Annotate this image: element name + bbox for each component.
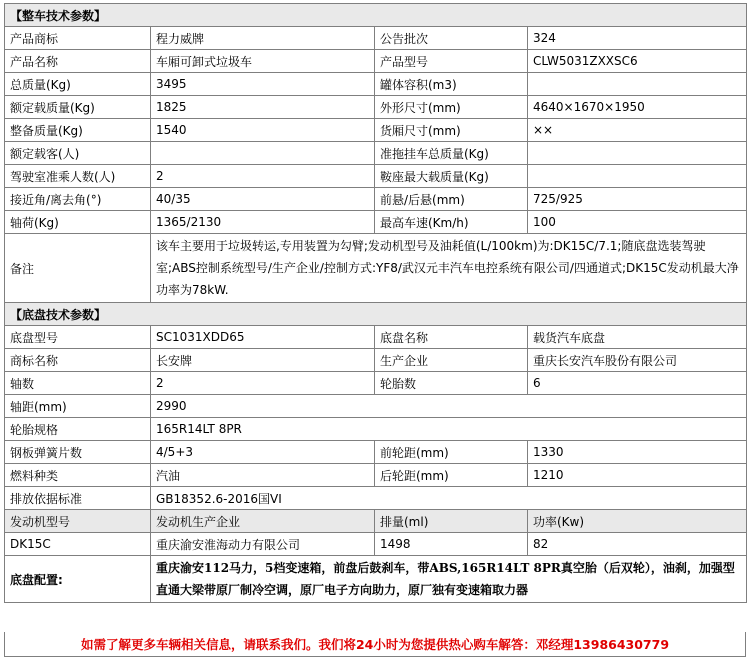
row-label: 准拖挂车总质量(Kg) [375, 142, 528, 165]
row-label: 额定载质量(Kg) [5, 96, 151, 119]
remarks-label: 备注 [5, 234, 151, 303]
row-value: 4/5+3 [151, 441, 375, 464]
engine-header-cell: 发动机型号 [5, 510, 151, 533]
row-label: 轴数 [5, 372, 151, 395]
row-value [528, 165, 747, 188]
row-label: 公告批次 [375, 27, 528, 50]
row-value: 3495 [151, 73, 375, 96]
vehicle-section-header [5, 4, 747, 27]
row-label: 产品名称 [5, 50, 151, 73]
row-value: 重庆长安汽车股份有限公司 [528, 349, 747, 372]
row-label: 燃料种类 [5, 464, 151, 487]
row-value: 2990 [151, 395, 747, 418]
row-label: 额定载客(人) [5, 142, 151, 165]
row-value: CLW5031ZXXSC6 [528, 50, 747, 73]
row-label: 最高车速(Km/h) [375, 211, 528, 234]
row-value: ×× [528, 119, 747, 142]
row-value: 2 [151, 165, 375, 188]
row-label: 轮胎规格 [5, 418, 151, 441]
table-row [5, 188, 747, 211]
table-row [5, 464, 747, 487]
row-label: 前悬/后悬(mm) [375, 188, 528, 211]
remarks-row [5, 234, 747, 303]
engine-header-cell: 功率(Kw) [528, 510, 747, 533]
table-row [5, 142, 747, 165]
row-label: 轴距(mm) [5, 395, 151, 418]
table-row [5, 372, 747, 395]
table-row [5, 418, 747, 441]
row-label: 产品型号 [375, 50, 528, 73]
engine-header-row [5, 510, 747, 533]
contact-text: 如需了解更多车辆相关信息，请联系我们。我们将24小时为您提供热心购车解答：邓经理13986430779 [80, 637, 670, 652]
row-label: 产品商标 [5, 27, 151, 50]
row-label: 钢板弹簧片数 [5, 441, 151, 464]
engine-value-cell: DK15C [5, 533, 151, 556]
row-value: 6 [528, 372, 747, 395]
row-value: 40/35 [151, 188, 375, 211]
row-value: 2 [151, 372, 375, 395]
row-label: 生产企业 [375, 349, 528, 372]
engine-value-row [5, 533, 747, 556]
engine-value-cell: 重庆渝安淮海动力有限公司 [151, 533, 375, 556]
table-row [5, 487, 747, 510]
row-value: 1825 [151, 96, 375, 119]
table-row [5, 395, 747, 418]
table-row [5, 73, 747, 96]
row-value: 725/925 [528, 188, 747, 211]
row-value: SC1031XDD65 [151, 326, 375, 349]
engine-header-cell: 排量(ml) [375, 510, 528, 533]
contact-footer [4, 632, 746, 657]
row-label: 轴荷(Kg) [5, 211, 151, 234]
row-label: 外形尺寸(mm) [375, 96, 528, 119]
row-value: 1210 [528, 464, 747, 487]
engine-value-cell: 1498 [375, 533, 528, 556]
spec-table [4, 3, 747, 603]
vehicle-section-title: 【整车技术参数】 [5, 4, 747, 27]
row-value: 汽油 [151, 464, 375, 487]
row-value [528, 142, 747, 165]
row-value [528, 73, 747, 96]
row-value: 324 [528, 27, 747, 50]
config-label: 底盘配置: [5, 556, 151, 603]
config-row [5, 556, 747, 603]
table-row [5, 96, 747, 119]
row-label: 排放依据标准 [5, 487, 151, 510]
row-label: 整备质量(Kg) [5, 119, 151, 142]
chassis-section-title: 【底盘技术参数】 [5, 303, 747, 326]
row-value: 1365/2130 [151, 211, 375, 234]
remarks-text: 该车主要用于垃圾转运,专用装置为勾臂;发动机型号及油耗值(L/100km)为:DK15C/7.1;随底盘选装驾驶室;ABS控制系统型号/生产企业/控制方式:YF8/武汉元丰汽车电控系统有限公司/四通道式;DK15C发动机最大净功率为78kW. [151, 234, 747, 303]
row-value: 程力威牌 [151, 27, 375, 50]
row-label: 货厢尺寸(mm) [375, 119, 528, 142]
row-label: 后轮距(mm) [375, 464, 528, 487]
row-value: 长安牌 [151, 349, 375, 372]
row-value: 载货汽车底盘 [528, 326, 747, 349]
row-label: 底盘型号 [5, 326, 151, 349]
table-row [5, 50, 747, 73]
table-row [5, 441, 747, 464]
row-value: 1540 [151, 119, 375, 142]
table-row [5, 349, 747, 372]
table-row [5, 165, 747, 188]
row-value: 100 [528, 211, 747, 234]
table-row [5, 211, 747, 234]
row-label: 轮胎数 [375, 372, 528, 395]
row-label: 总质量(Kg) [5, 73, 151, 96]
engine-header-cell: 发动机生产企业 [151, 510, 375, 533]
row-label: 鞍座最大载质量(Kg) [375, 165, 528, 188]
table-row [5, 27, 747, 50]
row-label: 前轮距(mm) [375, 441, 528, 464]
row-label: 商标名称 [5, 349, 151, 372]
row-value: 4640×1670×1950 [528, 96, 747, 119]
row-label: 接近角/离去角(°) [5, 188, 151, 211]
table-row [5, 119, 747, 142]
chassis-section-header [5, 303, 747, 326]
row-value: GB18352.6-2016国VI [151, 487, 747, 510]
row-value [151, 142, 375, 165]
row-label: 驾驶室准乘人数(人) [5, 165, 151, 188]
row-value: 车厢可卸式垃圾车 [151, 50, 375, 73]
row-label: 罐体容积(m3) [375, 73, 528, 96]
config-text: 重庆渝安112马力，5档变速箱，前盘后鼓刹车，带ABS,165R14LT 8PR真空胎（后双轮），油刹，加强型直通大梁带原厂制冷空调，原厂电子方向助力，原厂独有变速箱取力器 [151, 556, 747, 603]
table-row [5, 326, 747, 349]
row-label: 底盘名称 [375, 326, 528, 349]
row-value: 1330 [528, 441, 747, 464]
row-value: 165R14LT 8PR [151, 418, 747, 441]
engine-value-cell: 82 [528, 533, 747, 556]
